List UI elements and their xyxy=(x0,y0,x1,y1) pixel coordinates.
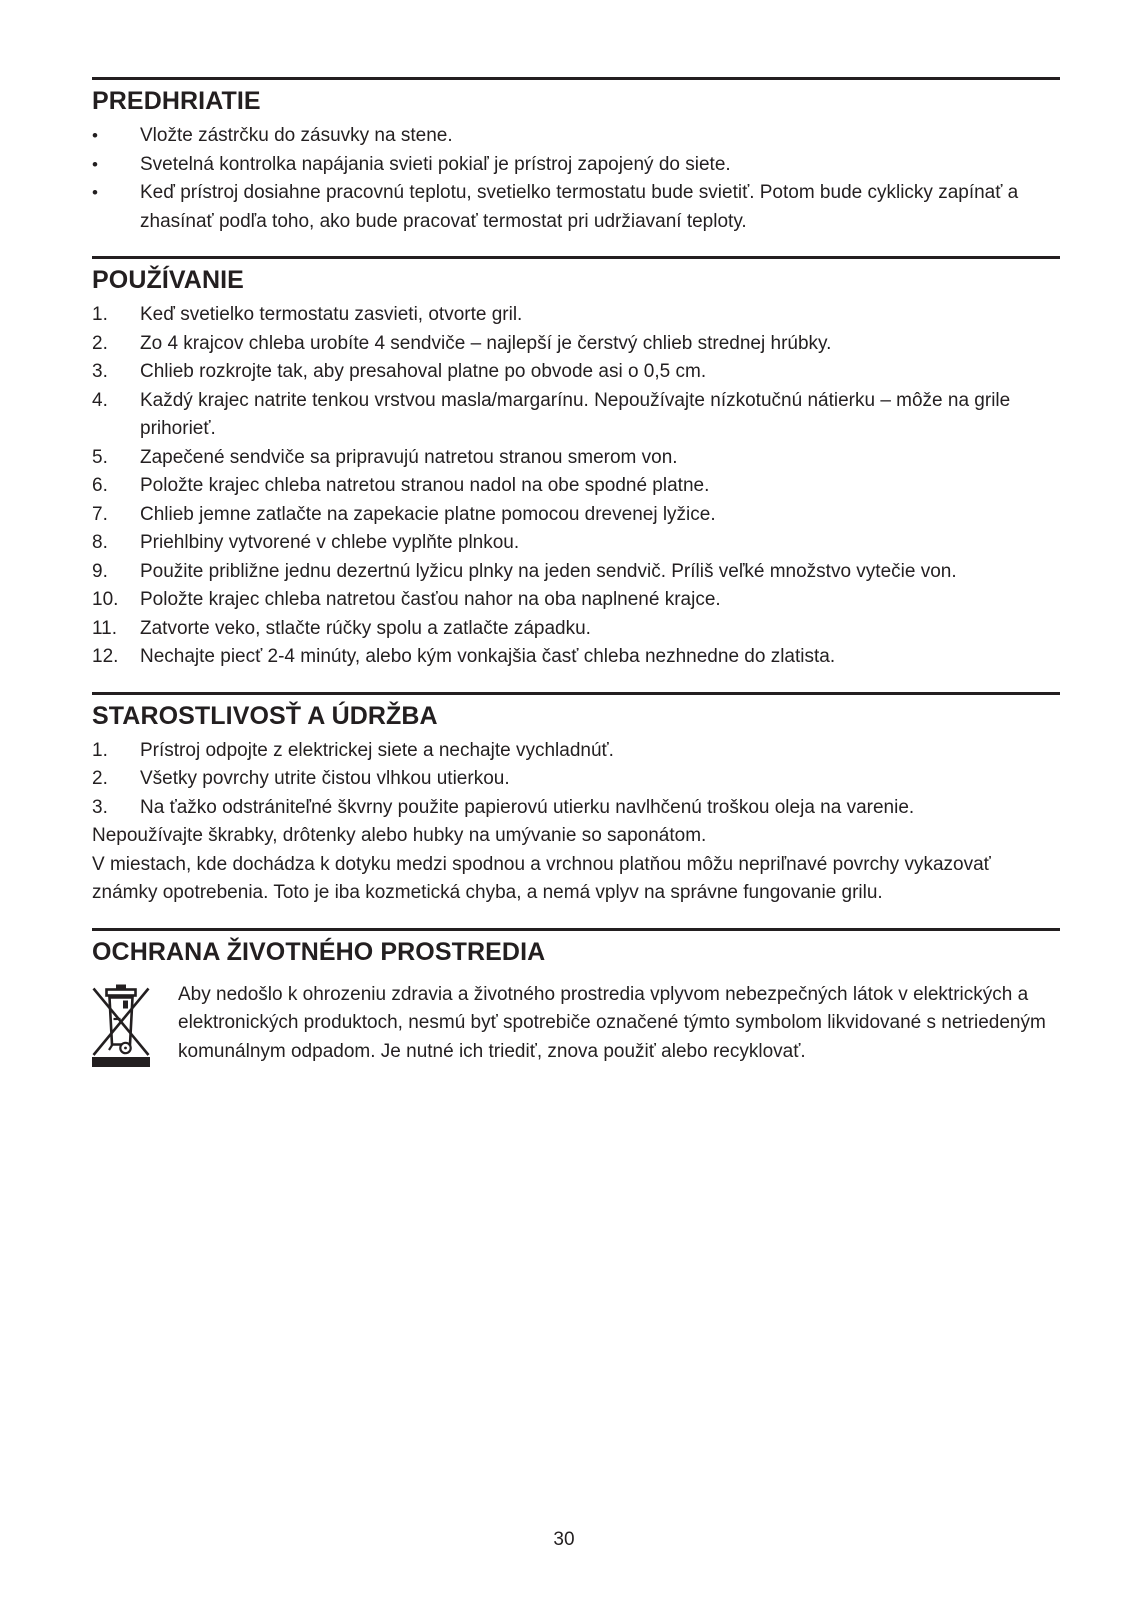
list-item xyxy=(92,151,1060,180)
list-item-text: Položte krajec chleba natretou časťou nahor na oba naplnené krajce. xyxy=(140,589,721,610)
list-item xyxy=(92,501,1060,530)
list-item-text: Zo 4 krajcov chleba urobíte 4 sendviče – najlepší je čerstvý chlieb strednej hrúbky. xyxy=(140,332,832,354)
usage-numbered-list xyxy=(92,301,1060,672)
item-number: 4. xyxy=(92,389,108,411)
care-note-paragraph: V miestach, kde dochádza k dotyku medzi spodnou a vrchnou platňou môžu nepriľnavé povrchy vykazovať známky opotrebenia. Toto je iba kozmetická chyba, a nemá vplyv na správne fungovanie grilu. xyxy=(92,853,991,903)
section-divider xyxy=(92,928,1060,931)
item-number: 6. xyxy=(92,475,108,496)
list-item-text: Zapečené sendviče sa pripravujú natretou stranou smerom von. xyxy=(140,446,678,468)
list-item-text: Každý krajec natrite tenkou vrstvou masla/margarínu. Nepoužívajte nízkotučnú nátierku – môže na grile prihorieť. xyxy=(140,389,1011,439)
list-item-text: Všetky povrchy utrite čistou vlhkou utierkou. xyxy=(140,768,510,789)
list-item xyxy=(92,358,1060,387)
section-environment xyxy=(92,928,1060,1067)
list-item xyxy=(92,122,1060,151)
list-item xyxy=(92,615,1060,644)
item-number: 3. xyxy=(92,361,108,382)
list-item xyxy=(92,301,1060,330)
list-item-text: Prístroj odpojte z elektrickej siete a nechajte vychladnúť. xyxy=(140,739,614,761)
item-number: 2. xyxy=(92,332,108,354)
item-number: 5. xyxy=(92,446,108,468)
item-number: 12. xyxy=(92,646,119,667)
list-item xyxy=(92,643,1060,672)
list-item xyxy=(92,586,1060,615)
item-number: 10. xyxy=(92,589,119,610)
list-item-text: Chlieb rozkrojte tak, aby presahoval platne po obvode asi o 0,5 cm. xyxy=(140,361,707,382)
item-number: 2. xyxy=(92,768,108,789)
list-item-text: Zatvorte veko, stlačte rúčky spolu a zatlačte západku. xyxy=(140,617,591,639)
item-number: 3. xyxy=(92,796,108,818)
section-divider xyxy=(92,692,1060,695)
list-item xyxy=(92,472,1060,501)
environment-paragraph: Aby nedošlo k ohrozeniu zdravia a životného prostredia vplyvom nebezpečných látok v elektrických a elektronických produktoch, nesmú byť spotrebiče označené týmto symbolom likvidované s netriedeným komunálnym odpadom. Je nutné ich triediť, znova použiť alebo recyklovať. xyxy=(178,983,1046,1062)
item-number: 11. xyxy=(92,617,118,639)
list-item xyxy=(92,330,1060,359)
section-care xyxy=(92,692,1060,908)
item-number: 1. xyxy=(92,304,108,325)
list-item xyxy=(92,737,1060,766)
list-item-text: Nechajte piecť 2-4 minúty, alebo kým vonkajšia časť chleba nezhnedne do zlatista. xyxy=(140,646,836,667)
list-item-text: Vložte zástrčku do zásuvky na stene. xyxy=(140,125,453,146)
list-item xyxy=(92,765,1060,794)
item-number: 9. xyxy=(92,560,108,582)
section-usage xyxy=(92,256,1060,672)
environment-note xyxy=(92,981,1060,1067)
list-item xyxy=(92,179,1060,236)
list-item xyxy=(92,529,1060,558)
bullet-marker: • xyxy=(92,183,98,202)
list-item xyxy=(92,794,1060,823)
section-title-care: STAROSTLIVOSŤ A ÚDRŽBA xyxy=(92,701,438,730)
bullet-marker: • xyxy=(92,154,98,174)
section-divider xyxy=(92,77,1060,80)
weee-crossed-bin-icon xyxy=(92,983,150,1067)
section-divider xyxy=(92,256,1060,259)
section-title-usage: POUŽÍVANIE xyxy=(92,266,244,294)
list-item-text: Priehlbiny vytvorené v chlebe vyplňte plnkou. xyxy=(140,532,520,553)
care-numbered-list xyxy=(92,737,1060,823)
page-number: 30 xyxy=(553,1529,575,1550)
item-number: 8. xyxy=(92,532,108,553)
bullet-marker: • xyxy=(92,126,98,145)
list-item xyxy=(92,558,1060,587)
list-item-text: Svetelná kontrolka napájania svieti pokiaľ je prístroj zapojený do siete. xyxy=(140,153,731,175)
list-item-text: Použite približne jednu dezertnú lyžicu plnky na jeden sendvič. Príliš veľké množstvo vytečie von. xyxy=(140,560,957,582)
list-item xyxy=(92,387,1060,444)
section-preheat xyxy=(92,77,1060,236)
item-number: 1. xyxy=(92,739,108,761)
section-title-preheat: PREDHRIATIE xyxy=(92,87,261,115)
care-notes xyxy=(92,822,1060,908)
list-item-text: Keď svetielko termostatu zasvieti, otvorte gril. xyxy=(140,304,523,325)
preheat-bullet-list xyxy=(92,122,1060,236)
list-item-text: Položte krajec chleba natretou stranou nadol na obe spodné platne. xyxy=(140,475,710,496)
list-item-text: Chlieb jemne zatlačte na zapekacie platne pomocou drevenej lyžice. xyxy=(140,503,716,525)
item-number: 7. xyxy=(92,503,108,525)
list-item-text: Keď prístroj dosiahne pracovnú teplotu, svetielko termostatu bude svietiť. Potom bude cyklicky zapínať a zhasínať podľa toho, ako bude pracovať termostat pri udržiavaní teploty. xyxy=(140,182,1019,232)
care-note-paragraph: Nepoužívajte škrabky, drôtenky alebo hubky na umývanie so saponátom. xyxy=(92,825,707,846)
section-title-environment: OCHRANA ŽIVOTNÉHO PROSTREDIA xyxy=(92,937,546,966)
list-item xyxy=(92,444,1060,473)
list-item-text: Na ťažko odstrániteľné škvrny použite papierovú utierku navlhčenú troškou oleja na varenie. xyxy=(140,796,915,818)
